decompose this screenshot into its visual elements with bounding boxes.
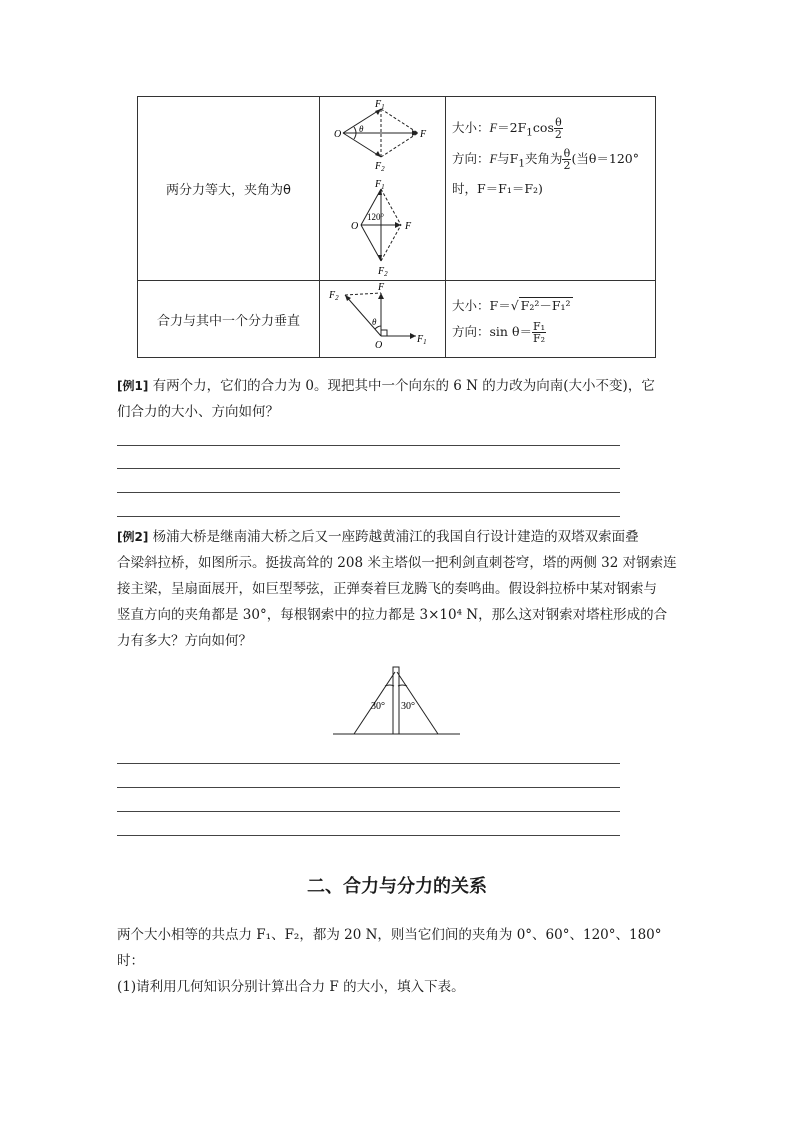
equal-forces-diagram: [321, 97, 444, 276]
answer-line[interactable]: [117, 787, 620, 788]
label-f1: $F_1$: [375, 179, 385, 191]
dir-sin: sin θ＝: [489, 324, 532, 339]
fraction-numerator: θ: [555, 116, 562, 129]
label-angle: 120°: [367, 212, 385, 222]
dir-b-sub: 1: [518, 157, 525, 169]
fraction-denominator: 2: [563, 158, 571, 172]
condition-line: 时，F＝F₁＝F₂): [452, 181, 543, 196]
section-text: (1)请利用几何知识分别计算出合力 F 的大小，填入下表。: [117, 979, 465, 995]
table-row: [138, 97, 656, 281]
label-f1: $F_1$: [417, 334, 427, 346]
cable-stayed-tower-figure: [330, 664, 464, 738]
size-mid: ＝2F: [497, 120, 527, 135]
dir-d: (当θ＝120°: [571, 150, 639, 166]
formula-cell: [446, 97, 656, 281]
section-body: [117, 922, 677, 1000]
example-1: [117, 373, 677, 425]
fraction-denominator: 2: [554, 128, 562, 141]
answer-line[interactable]: [117, 445, 620, 446]
angle-label-right: 30°: [401, 701, 415, 712]
force-cases-table: [137, 96, 656, 358]
example-text: 有两个力，它们的合力为 0。现把其中一个向东的 6 N 的力改为向南(大小不变)，它: [152, 378, 655, 394]
label-o: O: [375, 340, 383, 351]
size-formula: F＝: [489, 298, 511, 313]
label-o: O: [351, 221, 359, 232]
label-f: F: [405, 221, 412, 232]
label-theta: θ: [372, 317, 377, 327]
size-label: 大小：: [452, 120, 490, 135]
dir-label: 方向：: [452, 150, 490, 166]
answer-line[interactable]: [117, 835, 620, 836]
label-f2: $F_2$: [329, 290, 339, 302]
answer-line[interactable]: [117, 468, 620, 469]
direction-line: [452, 319, 655, 345]
example-text: 们合力的大小、方向如何？: [117, 404, 279, 420]
dir-label: 方向：: [452, 324, 490, 339]
size-fraction: [554, 117, 563, 140]
example-text: 杨浦大桥是继南浦大桥之后又一座跨越黄浦江的我国自行设计建造的双塔双索面叠: [152, 529, 639, 545]
size-label: 大小：: [452, 298, 490, 313]
fraction-denominator: F₂: [532, 332, 546, 345]
dir-fraction: [532, 321, 546, 344]
diagram-cell: [320, 97, 446, 281]
size-line: [452, 115, 655, 146]
label-f: F: [378, 282, 385, 293]
table-row: [138, 281, 656, 358]
section-text: 两个大小相等的共点力 F₁、F₂，都为 20 N，则当它们间的夹角为 0°、60°、120°、180°时：: [117, 927, 662, 969]
dir-b: 与F: [497, 150, 519, 166]
fraction-numerator: θ: [563, 146, 571, 160]
size-sub: 1: [526, 126, 533, 139]
dir-a: F: [489, 151, 498, 166]
dir-c: 夹角为: [524, 150, 563, 166]
perpendicular-forces-diagram: [321, 281, 444, 353]
direction-line: [452, 146, 655, 177]
angle-label-left: 30°: [371, 701, 385, 712]
example-text: 接主梁，呈扇面展开，如巨型琴弦，正弹奏着巨龙腾飞的奏鸣曲。假设斜拉桥中某对钢索与: [117, 581, 657, 597]
label-o: O: [334, 129, 342, 140]
label-f: F: [420, 129, 427, 140]
answer-line[interactable]: [117, 811, 620, 812]
example-label: [例1]: [117, 379, 149, 393]
label-f2: $F_2$: [375, 161, 385, 173]
answer-line[interactable]: [117, 492, 620, 493]
example-text: 竖直方向的夹角都是 30°，每根钢索中的拉力都是 3×10⁴ N，那么这对钢索对塔柱形成的合: [117, 607, 668, 623]
size-line: 大小：F＝√ F₂²－F₁²: [452, 298, 571, 313]
example-2: [117, 524, 677, 654]
label-theta: θ: [359, 124, 364, 134]
label-f1: $F_1$: [375, 99, 385, 111]
case-label: 合力与其中一个分力垂直: [138, 281, 320, 358]
case-label: 两分力等大，夹角为θ: [138, 97, 320, 281]
section-heading: 二、合力与分力的关系: [307, 876, 487, 897]
example-text: 力有多大？方向如何？: [117, 633, 252, 649]
label-f2: $F_2$: [378, 266, 388, 276]
size-cos: cos: [532, 120, 554, 135]
answer-line[interactable]: [117, 516, 620, 517]
example-text: 合梁斜拉桥，如图所示。挺拔高耸的 208 米主塔似一把利剑直刺苍穹，塔的两侧 32 对钢索连: [117, 555, 677, 571]
formula-cell: [446, 281, 656, 358]
example-label: [例2]: [117, 530, 149, 544]
size-lhs: F: [489, 121, 498, 135]
sqrt-content: F₂²－F₁²: [520, 298, 571, 313]
fraction-numerator: F₁: [532, 320, 546, 333]
diagram-cell: [320, 281, 446, 358]
answer-line[interactable]: [117, 763, 620, 764]
